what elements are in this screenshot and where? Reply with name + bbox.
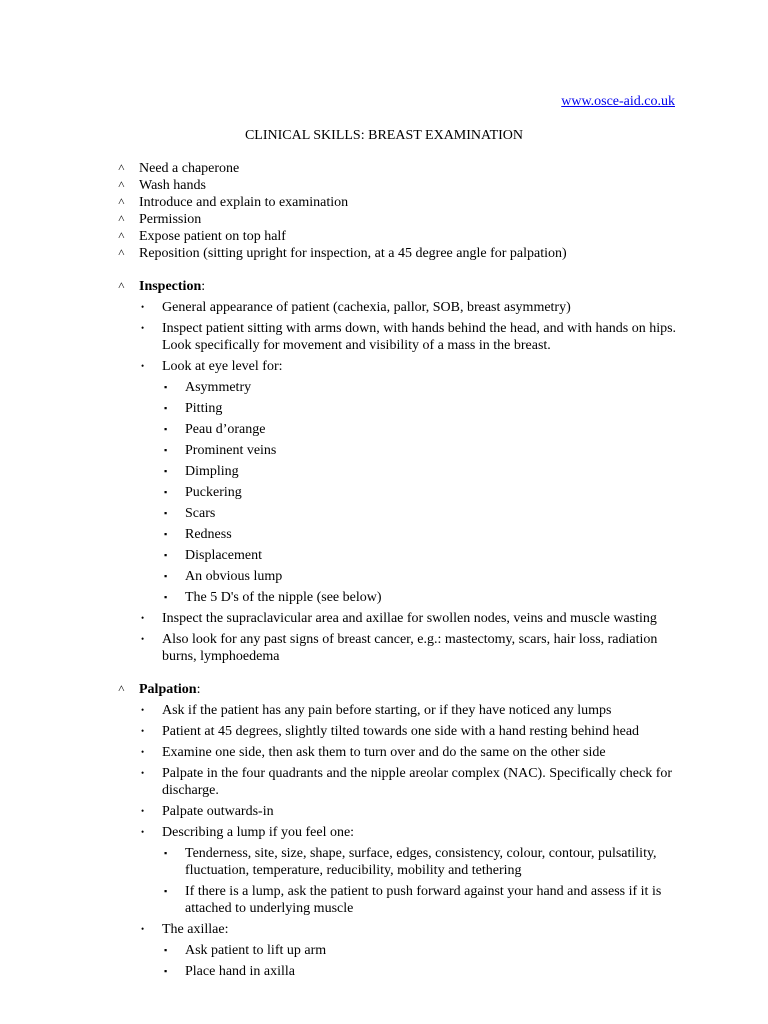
intro-item: ˄ Reposition (sitting upright for inspection, at a 45 degree angle for palpation)	[118, 245, 678, 262]
eye-level-item: ▪ The 5 D's of the nipple (see below)	[162, 589, 678, 606]
eye-level-list	[162, 379, 678, 606]
palpation-heading: Palpation	[139, 682, 197, 697]
axillae-item: ▪ Place hand in axilla	[162, 963, 678, 980]
palpation-item: • Palpate in the four quadrants and the nipple areolar complex (NAC). Specifically check for discharge.	[139, 765, 678, 799]
eye-level-item: ▪ Displacement	[162, 547, 678, 564]
eye-level-item: ▪ An obvious lump	[162, 568, 678, 585]
inspection-item: • Inspect patient sitting with arms down, with hands behind the head, and with hands on hips. Look specifically for movement and visibility of a mass in the breast.	[139, 320, 678, 354]
inspection-item: • Inspect the supraclavicular area and axillae for swollen nodes, veins and muscle wasting	[139, 610, 678, 627]
palpation-list	[139, 702, 678, 980]
lump-item: ▪ Tenderness, site, size, shape, surface, edges, consistency, colour, contour, pulsatility, fluctuation, temperature, reducibility, mobility and tethering	[162, 845, 678, 879]
eye-level-item: ▪ Puckering	[162, 484, 678, 501]
palpation-item	[139, 921, 678, 980]
lump-list	[162, 845, 678, 917]
inspection-heading-item	[118, 278, 678, 665]
intro-list	[118, 160, 678, 262]
inspection-colon: :	[201, 279, 206, 294]
eye-level-item: ▪ Peau d’orange	[162, 421, 678, 438]
axillae-list	[162, 942, 678, 980]
palpation-item: • Palpate outwards-in	[139, 803, 678, 820]
website-link[interactable]: www.osce-aid.co.uk	[561, 94, 675, 109]
palpation-item-label: Describing a lump if you feel one:	[162, 825, 355, 840]
lump-item: ▪ If there is a lump, ask the patient to push forward against your hand and assess if it is attached to underlying muscle	[162, 883, 678, 917]
palpation-item: • Ask if the patient has any pain before starting, or if they have noticed any lumps	[139, 702, 678, 719]
axillae-item: ▪ Ask patient to lift up arm	[162, 942, 678, 959]
intro-item: ˄ Introduce and explain to examination	[118, 194, 678, 211]
eye-level-item: ▪ Pitting	[162, 400, 678, 417]
intro-item: ˄ Need a chaperone	[118, 160, 678, 177]
intro-item: ˄ Permission	[118, 211, 678, 228]
palpation-colon: :	[196, 682, 201, 697]
eye-level-item: ▪ Asymmetry	[162, 379, 678, 396]
palpation-section	[118, 681, 678, 980]
eye-level-item: ▪ Prominent veins	[162, 442, 678, 459]
document-title: CLINICAL SKILLS: BREAST EXAMINATION	[244, 128, 524, 143]
document-body	[118, 160, 678, 984]
intro-item: ˄ Expose patient on top half	[118, 228, 678, 245]
axillae-label: The axillae:	[162, 922, 229, 937]
palpation-item: • Patient at 45 degrees, slightly tilted towards one side with a hand resting behind head	[139, 723, 678, 740]
intro-item: ˄ Wash hands	[118, 177, 678, 194]
eye-level-item: ▪ Redness	[162, 526, 678, 543]
inspection-list	[139, 299, 678, 665]
inspection-item-label: Look at eye level for:	[162, 359, 283, 374]
inspection-heading: Inspection	[139, 279, 202, 294]
inspection-item	[139, 358, 678, 606]
eye-level-item: ▪ Scars	[162, 505, 678, 522]
inspection-section	[118, 278, 678, 665]
inspection-item: • Also look for any past signs of breast cancer, e.g.: mastectomy, scars, hair loss, radiation burns, lymphoedema	[139, 631, 678, 665]
eye-level-item: ▪ Dimpling	[162, 463, 678, 480]
palpation-heading-item	[118, 681, 678, 980]
palpation-item	[139, 824, 678, 917]
palpation-item: • Examine one side, then ask them to turn over and do the same on the other side	[139, 744, 678, 761]
inspection-item: • General appearance of patient (cachexia, pallor, SOB, breast asymmetry)	[139, 299, 678, 316]
